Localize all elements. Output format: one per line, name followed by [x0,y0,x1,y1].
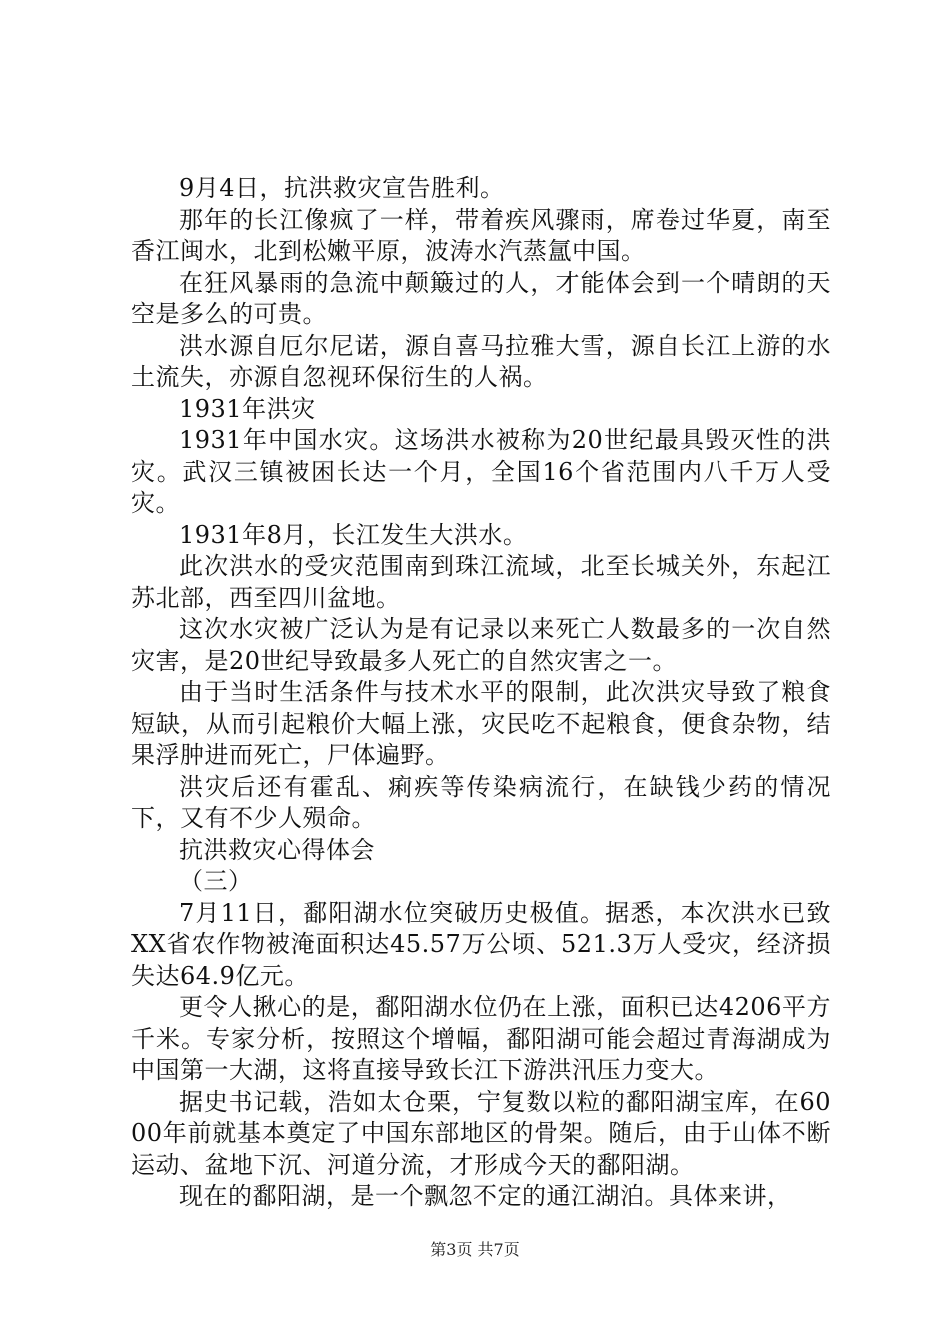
paragraph: 据史书记载，浩如太仓栗，宁复数以粒的鄱阳湖宝库，在6000年前就基本奠定了中国东部地区的骨架。随后，由于山体不断运动、盆地下沉、河道分流，才形成今天的鄱阳湖。 [131,1087,831,1179]
paragraph: 1931年8月，长江发生大洪水。 [179,520,528,549]
section-number: （三） [179,867,253,895]
page-number-footer: 第3页 共7页 [430,1240,520,1259]
section-heading: 1931年洪灾 [179,394,316,423]
paragraph: 由于当时生活条件与技术水平的限制，此次洪灾导致了粮食短缺，从而引起粮价大幅上涨，灾民吃不起粮食，便食杂物，结果浮肿进而死亡，尸体遍野。 [131,678,831,769]
paragraph: 1931年中国水灾。这场洪水被称为20世纪最具毁灭性的洪灾。武汉三镇被困长达一个月，全国16个省范围内八千万人受灾。 [131,426,831,517]
paragraph: 洪水源自厄尔尼诺，源自喜马拉雅大雪，源自长江上游的水土流失，亦源自忽视环保衍生的人祸。 [131,331,831,391]
paragraph: 9月4日，抗洪救灾宣告胜利。 [179,174,505,202]
paragraph: 更令人揪心的是，鄱阳湖水位仍在上涨，面积已达4206平方千米。专家分析，按照这个增幅，鄱阳湖可能会超过青海湖成为中国第一大湖，这将直接导致长江下游洪汛压力变大。 [131,993,831,1084]
document-body [131,173,831,1213]
paragraph: 现在的鄱阳湖，是一个飘忽不定的通江湖泊。具体来讲， [179,1182,792,1210]
paragraph: 洪灾后还有霍乱、痢疾等传染病流行，在缺钱少药的情况下，又有不少人殒命。 [131,772,831,832]
section-heading: 抗洪救灾心得体会 [179,835,375,864]
paragraph: 那年的长江像疯了一样，带着疾风骤雨，席卷过华夏，南至香江闽水，北到松嫩平原，波涛水汽蒸氲中国。 [131,205,831,265]
paragraph: 此次洪水的受灾范围南到珠江流域，北至长城关外，东起江苏北部，西至四川盆地。 [131,552,831,612]
paragraph: 7月11日，鄱阳湖水位突破历史极值。据悉，本次洪水已致XX省农作物被淹面积达45.57万公顷、521.3万人受灾，经济损失达64.9亿元。 [131,898,831,990]
paragraph: 在狂风暴雨的急流中颠簸过的人，才能体会到一个晴朗的天空是多么的可贵。 [131,268,831,328]
paragraph: 这次水灾被广泛认为是有记录以来死亡人数最多的一次自然灾害，是20世纪导致最多人死亡的自然灾害之一。 [131,615,831,675]
